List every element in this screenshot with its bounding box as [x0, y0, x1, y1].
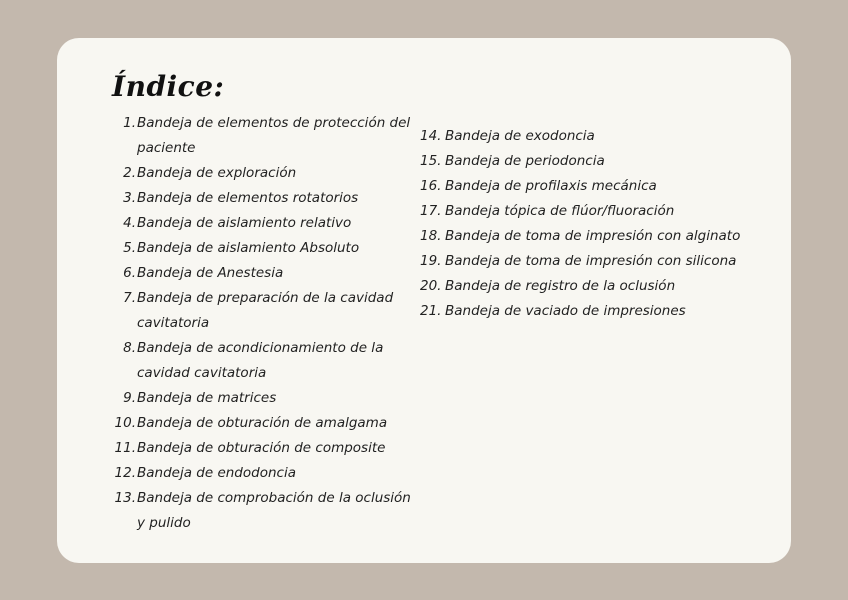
item-number: 11.	[114, 440, 136, 456]
index-list-right	[420, 124, 750, 324]
item-number: 1.	[123, 115, 136, 131]
list-item	[114, 261, 414, 286]
list-item	[420, 199, 750, 224]
item-text: Bandeja de obturación de composite	[137, 440, 386, 456]
item-text: Bandeja tópica de flúor/fluoración	[445, 203, 675, 219]
item-number: 9.	[123, 390, 136, 406]
item-text: Bandeja de endodoncia	[137, 465, 296, 481]
item-number: 2.	[123, 165, 136, 181]
item-text: Bandeja de toma de impresión con alginato	[445, 228, 741, 244]
list-item	[420, 299, 750, 324]
list-item	[114, 211, 414, 236]
item-number: 4.	[123, 215, 136, 231]
page-title: Índice:	[112, 70, 225, 103]
list-item	[420, 124, 750, 149]
item-text: Bandeja de obturación de amalgama	[137, 415, 388, 431]
item-number: 18.	[420, 228, 442, 244]
item-text: Bandeja de elementos rotatorios	[137, 190, 359, 206]
item-text: Bandeja de registro de la oclusión	[445, 278, 676, 294]
item-number: 19.	[420, 253, 442, 269]
item-text: Bandeja de matrices	[137, 390, 277, 406]
item-number: 21.	[420, 303, 442, 319]
list-item	[114, 336, 414, 386]
list-item	[114, 286, 414, 336]
item-text: Bandeja de comprobación de la oclusión y pulido	[137, 490, 411, 531]
item-text: Bandeja de Anestesia	[137, 265, 284, 281]
list-item	[420, 224, 750, 249]
item-text: Bandeja de exodoncia	[445, 128, 595, 144]
item-text: Bandeja de acondicionamiento de la cavidad cavitatoria	[137, 340, 384, 381]
list-item	[114, 111, 414, 161]
item-text: Bandeja de toma de impresión con silicona	[445, 253, 737, 269]
item-number: 14.	[420, 128, 442, 144]
item-text: Bandeja de profilaxis mecánica	[445, 178, 657, 194]
list-item	[114, 486, 414, 536]
list-item	[114, 386, 414, 411]
item-number: 8.	[123, 340, 136, 356]
index-card	[57, 38, 791, 563]
list-item	[420, 174, 750, 199]
item-number: 12.	[114, 465, 136, 481]
item-text: Bandeja de elementos de protección del paciente	[137, 115, 411, 156]
index-list-left	[114, 111, 414, 536]
item-text: Bandeja de vaciado de impresiones	[445, 303, 686, 319]
item-number: 3.	[123, 190, 136, 206]
list-item	[114, 236, 414, 261]
item-number: 6.	[123, 265, 136, 281]
item-number: 13.	[114, 490, 136, 506]
item-text: Bandeja de aislamiento Absoluto	[137, 240, 360, 256]
item-number: 20.	[420, 278, 442, 294]
item-text: Bandeja de exploración	[137, 165, 297, 181]
list-item	[420, 274, 750, 299]
item-text: Bandeja de aislamiento relativo	[137, 215, 352, 231]
list-item	[114, 161, 414, 186]
item-number: 5.	[123, 240, 136, 256]
item-text: Bandeja de periodoncia	[445, 153, 605, 169]
item-number: 10.	[114, 415, 136, 431]
item-number: 17.	[420, 203, 442, 219]
list-item	[420, 149, 750, 174]
list-item	[114, 411, 414, 436]
item-number: 7.	[123, 290, 136, 306]
item-number: 16.	[420, 178, 442, 194]
list-item	[114, 461, 414, 486]
item-number: 15.	[420, 153, 442, 169]
list-item	[420, 249, 750, 274]
list-item	[114, 186, 414, 211]
list-item	[114, 436, 414, 461]
item-text: Bandeja de preparación de la cavidad cavitatoria	[137, 290, 394, 331]
